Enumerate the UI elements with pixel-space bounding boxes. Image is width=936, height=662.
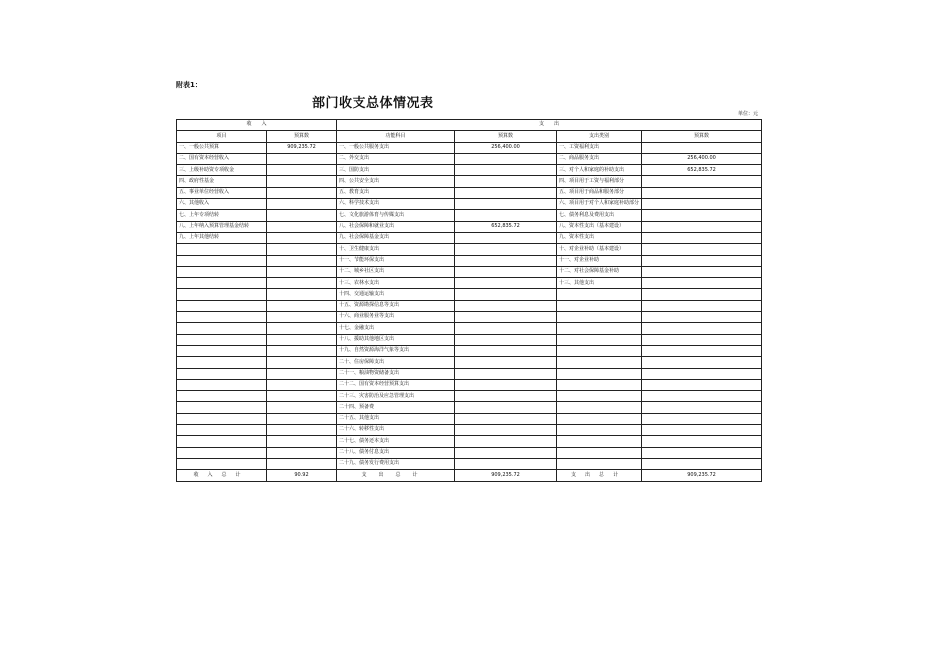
- func-item-cell: 十七、金融支出: [337, 323, 455, 334]
- income-item-cell: 一、一般公共预算: [177, 142, 267, 153]
- table-row: [177, 447, 762, 458]
- econ-budget-cell: [642, 357, 762, 368]
- income-item-cell: 八、上年纳入预算管理基金结转: [177, 221, 267, 232]
- func-item-cell: 四、公共安全支出: [337, 176, 455, 187]
- table-row: [177, 334, 762, 345]
- func-item-cell: 二十九、债务发行费用支出: [337, 458, 455, 469]
- income-item-cell: [177, 300, 267, 311]
- income-item-cell: [177, 323, 267, 334]
- econ-item-cell: 九、资本性支出: [557, 232, 642, 243]
- func-budget-cell: [455, 323, 557, 334]
- income-item-cell: 七、上年专项结转: [177, 210, 267, 221]
- func-budget-cell: [455, 458, 557, 469]
- income-item-cell: [177, 357, 267, 368]
- econ-budget-cell: [642, 255, 762, 266]
- func-budget-cell: 652,835.72: [455, 221, 557, 232]
- econ-budget-cell: [642, 413, 762, 424]
- table-row: [177, 266, 762, 277]
- income-budget-cell: [267, 312, 337, 323]
- table-row: [177, 153, 762, 164]
- econ-item-cell: [557, 300, 642, 311]
- econ-item-cell: 五、项目用于商品和服务部分: [557, 187, 642, 198]
- income-item-cell: 四、政府性基金: [177, 176, 267, 187]
- table-row: [177, 379, 762, 390]
- income-item-cell: 六、其他收入: [177, 199, 267, 210]
- income-item-cell: [177, 447, 267, 458]
- income-item-cell: [177, 312, 267, 323]
- income-item-cell: [177, 244, 267, 255]
- econ-item-cell: [557, 323, 642, 334]
- func-item-cell: 七、文化旅游体育与传媒支出: [337, 210, 455, 221]
- income-budget-cell: [267, 345, 337, 356]
- func-budget-cell: [455, 176, 557, 187]
- income-item-cell: 九、上年其他结转: [177, 232, 267, 243]
- econ-budget-cell: [642, 436, 762, 447]
- econ-budget-cell: 256,400.00: [642, 153, 762, 164]
- table-row: [177, 312, 762, 323]
- econ-budget-cell: [642, 244, 762, 255]
- income-budget-cell: [267, 221, 337, 232]
- econ-budget-cell: [642, 312, 762, 323]
- econ-item-cell: 八、资本性支出（基本建设）: [557, 221, 642, 232]
- econ-budget-cell: [642, 187, 762, 198]
- econ-item-cell: [557, 391, 642, 402]
- func-item-cell: 二十七、债务还本支出: [337, 436, 455, 447]
- income-item-cell: [177, 278, 267, 289]
- column-header-row: [177, 131, 762, 142]
- func-item-cell: 一、一般公共服务支出: [337, 142, 455, 153]
- econ-item-header: 支出类别: [557, 131, 642, 142]
- econ-total-label: 支出总计: [557, 470, 642, 481]
- income-budget-cell: [267, 289, 337, 300]
- econ-item-cell: [557, 458, 642, 469]
- econ-budget-cell: [642, 345, 762, 356]
- func-budget-cell: [455, 289, 557, 300]
- econ-budget-cell: [642, 142, 762, 153]
- func-item-cell: 三、国防支出: [337, 165, 455, 176]
- income-item-cell: [177, 413, 267, 424]
- econ-item-cell: [557, 357, 642, 368]
- func-total-label: 支出总计: [337, 470, 455, 481]
- income-item-cell: [177, 458, 267, 469]
- income-item-cell: [177, 368, 267, 379]
- econ-budget-cell: [642, 447, 762, 458]
- econ-item-cell: 三、对个人和家庭的补助支出: [557, 165, 642, 176]
- econ-item-cell: 十二、对社会保障基金补助: [557, 266, 642, 277]
- income-budget-cell: [267, 334, 337, 345]
- func-budget-cell: [455, 391, 557, 402]
- func-budget-cell: [455, 379, 557, 390]
- income-item-cell: 三、上级补助资专项收金: [177, 165, 267, 176]
- econ-budget-cell: [642, 425, 762, 436]
- income-budget-cell: [267, 187, 337, 198]
- econ-item-cell: 十、对企业补助（基本建设）: [557, 244, 642, 255]
- func-budget-cell: [455, 232, 557, 243]
- table-row: [177, 232, 762, 243]
- func-item-cell: 十三、农林水支出: [337, 278, 455, 289]
- income-budget-cell: [267, 379, 337, 390]
- func-budget-cell: 256,400.00: [455, 142, 557, 153]
- econ-item-cell: 十三、其他支出: [557, 278, 642, 289]
- econ-budget-cell: [642, 266, 762, 277]
- econ-budget-cell: [642, 232, 762, 243]
- econ-item-cell: 二、商品服务支出: [557, 153, 642, 164]
- econ-item-cell: 四、项目用于工资与福利部分: [557, 176, 642, 187]
- income-budget-cell: [267, 232, 337, 243]
- income-budget-header: 预算数: [267, 131, 337, 142]
- func-item-cell: 十、卫生健康支出: [337, 244, 455, 255]
- income-budget-cell: [267, 176, 337, 187]
- func-item-cell: 十一、节能环保支出: [337, 255, 455, 266]
- income-budget-cell: [267, 153, 337, 164]
- table-row: [177, 413, 762, 424]
- income-budget-cell: [267, 323, 337, 334]
- econ-item-cell: 六、项目用于对个人和家庭补助部分: [557, 199, 642, 210]
- income-item-cell: [177, 425, 267, 436]
- income-budget-cell: [267, 300, 337, 311]
- table-row: [177, 278, 762, 289]
- econ-budget-cell: [642, 368, 762, 379]
- page-title: 部门收支总体情况表: [312, 96, 434, 111]
- income-section-header: 收 入: [177, 120, 337, 131]
- func-budget-cell: [455, 153, 557, 164]
- func-item-cell: 十六、商业服务业等支出: [337, 312, 455, 323]
- econ-item-cell: 一、工资福利支出: [557, 142, 642, 153]
- econ-budget-cell: [642, 221, 762, 232]
- income-budget-cell: [267, 368, 337, 379]
- econ-budget-cell: [642, 323, 762, 334]
- econ-budget-cell: [642, 176, 762, 187]
- func-item-cell: 九、社会保障基金支出: [337, 232, 455, 243]
- income-item-cell: 二、国有资本经营收入: [177, 153, 267, 164]
- func-budget-header: 预算数: [455, 131, 557, 142]
- func-item-cell: 十四、交通运输支出: [337, 289, 455, 300]
- table-row: [177, 187, 762, 198]
- table-row: [177, 165, 762, 176]
- econ-item-cell: [557, 368, 642, 379]
- func-item-cell: 二十三、灾害防治及应急管理支出: [337, 391, 455, 402]
- func-item-cell: 二十四、预备费: [337, 402, 455, 413]
- func-budget-cell: [455, 357, 557, 368]
- func-budget-cell: [455, 312, 557, 323]
- income-item-cell: [177, 266, 267, 277]
- func-item-cell: 二、外交支出: [337, 153, 455, 164]
- totals-row: [177, 470, 762, 481]
- income-budget-cell: [267, 391, 337, 402]
- econ-budget-cell: [642, 379, 762, 390]
- income-item-cell: [177, 379, 267, 390]
- income-budget-cell: [267, 357, 337, 368]
- func-item-cell: 十五、资源勘探信息等支出: [337, 300, 455, 311]
- func-budget-cell: [455, 210, 557, 221]
- table-row: [177, 323, 762, 334]
- econ-item-cell: [557, 345, 642, 356]
- econ-budget-cell: [642, 289, 762, 300]
- income-item-cell: [177, 436, 267, 447]
- econ-item-cell: [557, 379, 642, 390]
- econ-budget-cell: [642, 458, 762, 469]
- func-budget-cell: [455, 413, 557, 424]
- income-item-cell: [177, 391, 267, 402]
- income-item-cell: [177, 345, 267, 356]
- table-row: [177, 425, 762, 436]
- func-budget-cell: [455, 368, 557, 379]
- income-item-cell: [177, 334, 267, 345]
- func-item-cell: 二十五、其他支出: [337, 413, 455, 424]
- func-item-header: 功能科目: [337, 131, 455, 142]
- income-budget-cell: [267, 458, 337, 469]
- econ-budget-cell: [642, 210, 762, 221]
- income-budget-cell: [267, 210, 337, 221]
- table-row: [177, 458, 762, 469]
- func-budget-cell: [455, 345, 557, 356]
- income-budget-cell: [267, 255, 337, 266]
- expense-section-header: 支 出: [337, 120, 762, 131]
- econ-item-cell: [557, 425, 642, 436]
- func-item-cell: 二十六、转移性支出: [337, 425, 455, 436]
- econ-item-cell: [557, 289, 642, 300]
- attachment-note: 附表1：: [176, 81, 202, 89]
- func-total-value: 909,235.72: [455, 470, 557, 481]
- table-row: [177, 368, 762, 379]
- table-row: [177, 436, 762, 447]
- table-row: [177, 176, 762, 187]
- econ-item-cell: [557, 413, 642, 424]
- table-row: [177, 221, 762, 232]
- income-item-cell: [177, 255, 267, 266]
- table-row: [177, 300, 762, 311]
- func-budget-cell: [455, 447, 557, 458]
- func-item-cell: 十二、城乡社区支出: [337, 266, 455, 277]
- func-item-cell: 二十八、债务付息支出: [337, 447, 455, 458]
- income-budget-cell: [267, 436, 337, 447]
- income-budget-cell: [267, 447, 337, 458]
- econ-budget-cell: 652,835.72: [642, 165, 762, 176]
- econ-budget-cell: [642, 334, 762, 345]
- econ-budget-cell: [642, 391, 762, 402]
- income-budget-cell: [267, 199, 337, 210]
- func-item-cell: 十八、援助其他地区支出: [337, 334, 455, 345]
- func-budget-cell: [455, 402, 557, 413]
- func-budget-cell: [455, 244, 557, 255]
- income-budget-cell: [267, 244, 337, 255]
- income-budget-cell: [267, 278, 337, 289]
- econ-budget-header: 预算数: [642, 131, 762, 142]
- func-budget-cell: [455, 278, 557, 289]
- func-budget-cell: [455, 266, 557, 277]
- econ-item-cell: 七、债务利息及费用支出: [557, 210, 642, 221]
- table-row: [177, 345, 762, 356]
- income-item-cell: [177, 402, 267, 413]
- table-row: [177, 357, 762, 368]
- func-item-cell: 八、社会保障和就业支出: [337, 221, 455, 232]
- func-budget-cell: [455, 334, 557, 345]
- income-total-value: 90.92: [267, 470, 337, 481]
- table-row: [177, 391, 762, 402]
- func-budget-cell: [455, 300, 557, 311]
- table-row: [177, 289, 762, 300]
- income-budget-cell: [267, 425, 337, 436]
- income-item-header: 项目: [177, 131, 267, 142]
- func-budget-cell: [455, 199, 557, 210]
- func-item-cell: 十九、自然资源海洋气象等支出: [337, 345, 455, 356]
- table-row: [177, 199, 762, 210]
- table-row: [177, 244, 762, 255]
- income-budget-cell: [267, 402, 337, 413]
- func-budget-cell: [455, 436, 557, 447]
- econ-item-cell: [557, 312, 642, 323]
- income-budget-cell: [267, 413, 337, 424]
- income-item-cell: 五、事业单位经营收入: [177, 187, 267, 198]
- econ-budget-cell: [642, 402, 762, 413]
- section-header-row: [177, 120, 762, 131]
- budget-table: [176, 119, 762, 482]
- table-row: [177, 210, 762, 221]
- income-budget-cell: [267, 266, 337, 277]
- econ-item-cell: [557, 447, 642, 458]
- econ-item-cell: [557, 402, 642, 413]
- econ-budget-cell: [642, 300, 762, 311]
- func-item-cell: 五、教育支出: [337, 187, 455, 198]
- income-budget-cell: 909,235.72: [267, 142, 337, 153]
- func-budget-cell: [455, 425, 557, 436]
- income-budget-cell: [267, 165, 337, 176]
- func-item-cell: 二十二、国有资本经营预算支出: [337, 379, 455, 390]
- table-row: [177, 255, 762, 266]
- income-total-label: 收入总计: [177, 470, 267, 481]
- econ-total-value: 909,235.72: [642, 470, 762, 481]
- econ-item-cell: 十一、对企业补助: [557, 255, 642, 266]
- income-item-cell: [177, 289, 267, 300]
- table-row: [177, 142, 762, 153]
- func-item-cell: 六、科学技术支出: [337, 199, 455, 210]
- unit-label: 单位：元: [738, 111, 759, 117]
- econ-item-cell: [557, 436, 642, 447]
- func-item-cell: 二十一、粮油物资储备支出: [337, 368, 455, 379]
- func-budget-cell: [455, 187, 557, 198]
- econ-item-cell: [557, 334, 642, 345]
- table-row: [177, 402, 762, 413]
- econ-budget-cell: [642, 199, 762, 210]
- func-budget-cell: [455, 255, 557, 266]
- func-budget-cell: [455, 165, 557, 176]
- func-item-cell: 二十、住房保障支出: [337, 357, 455, 368]
- econ-budget-cell: [642, 278, 762, 289]
